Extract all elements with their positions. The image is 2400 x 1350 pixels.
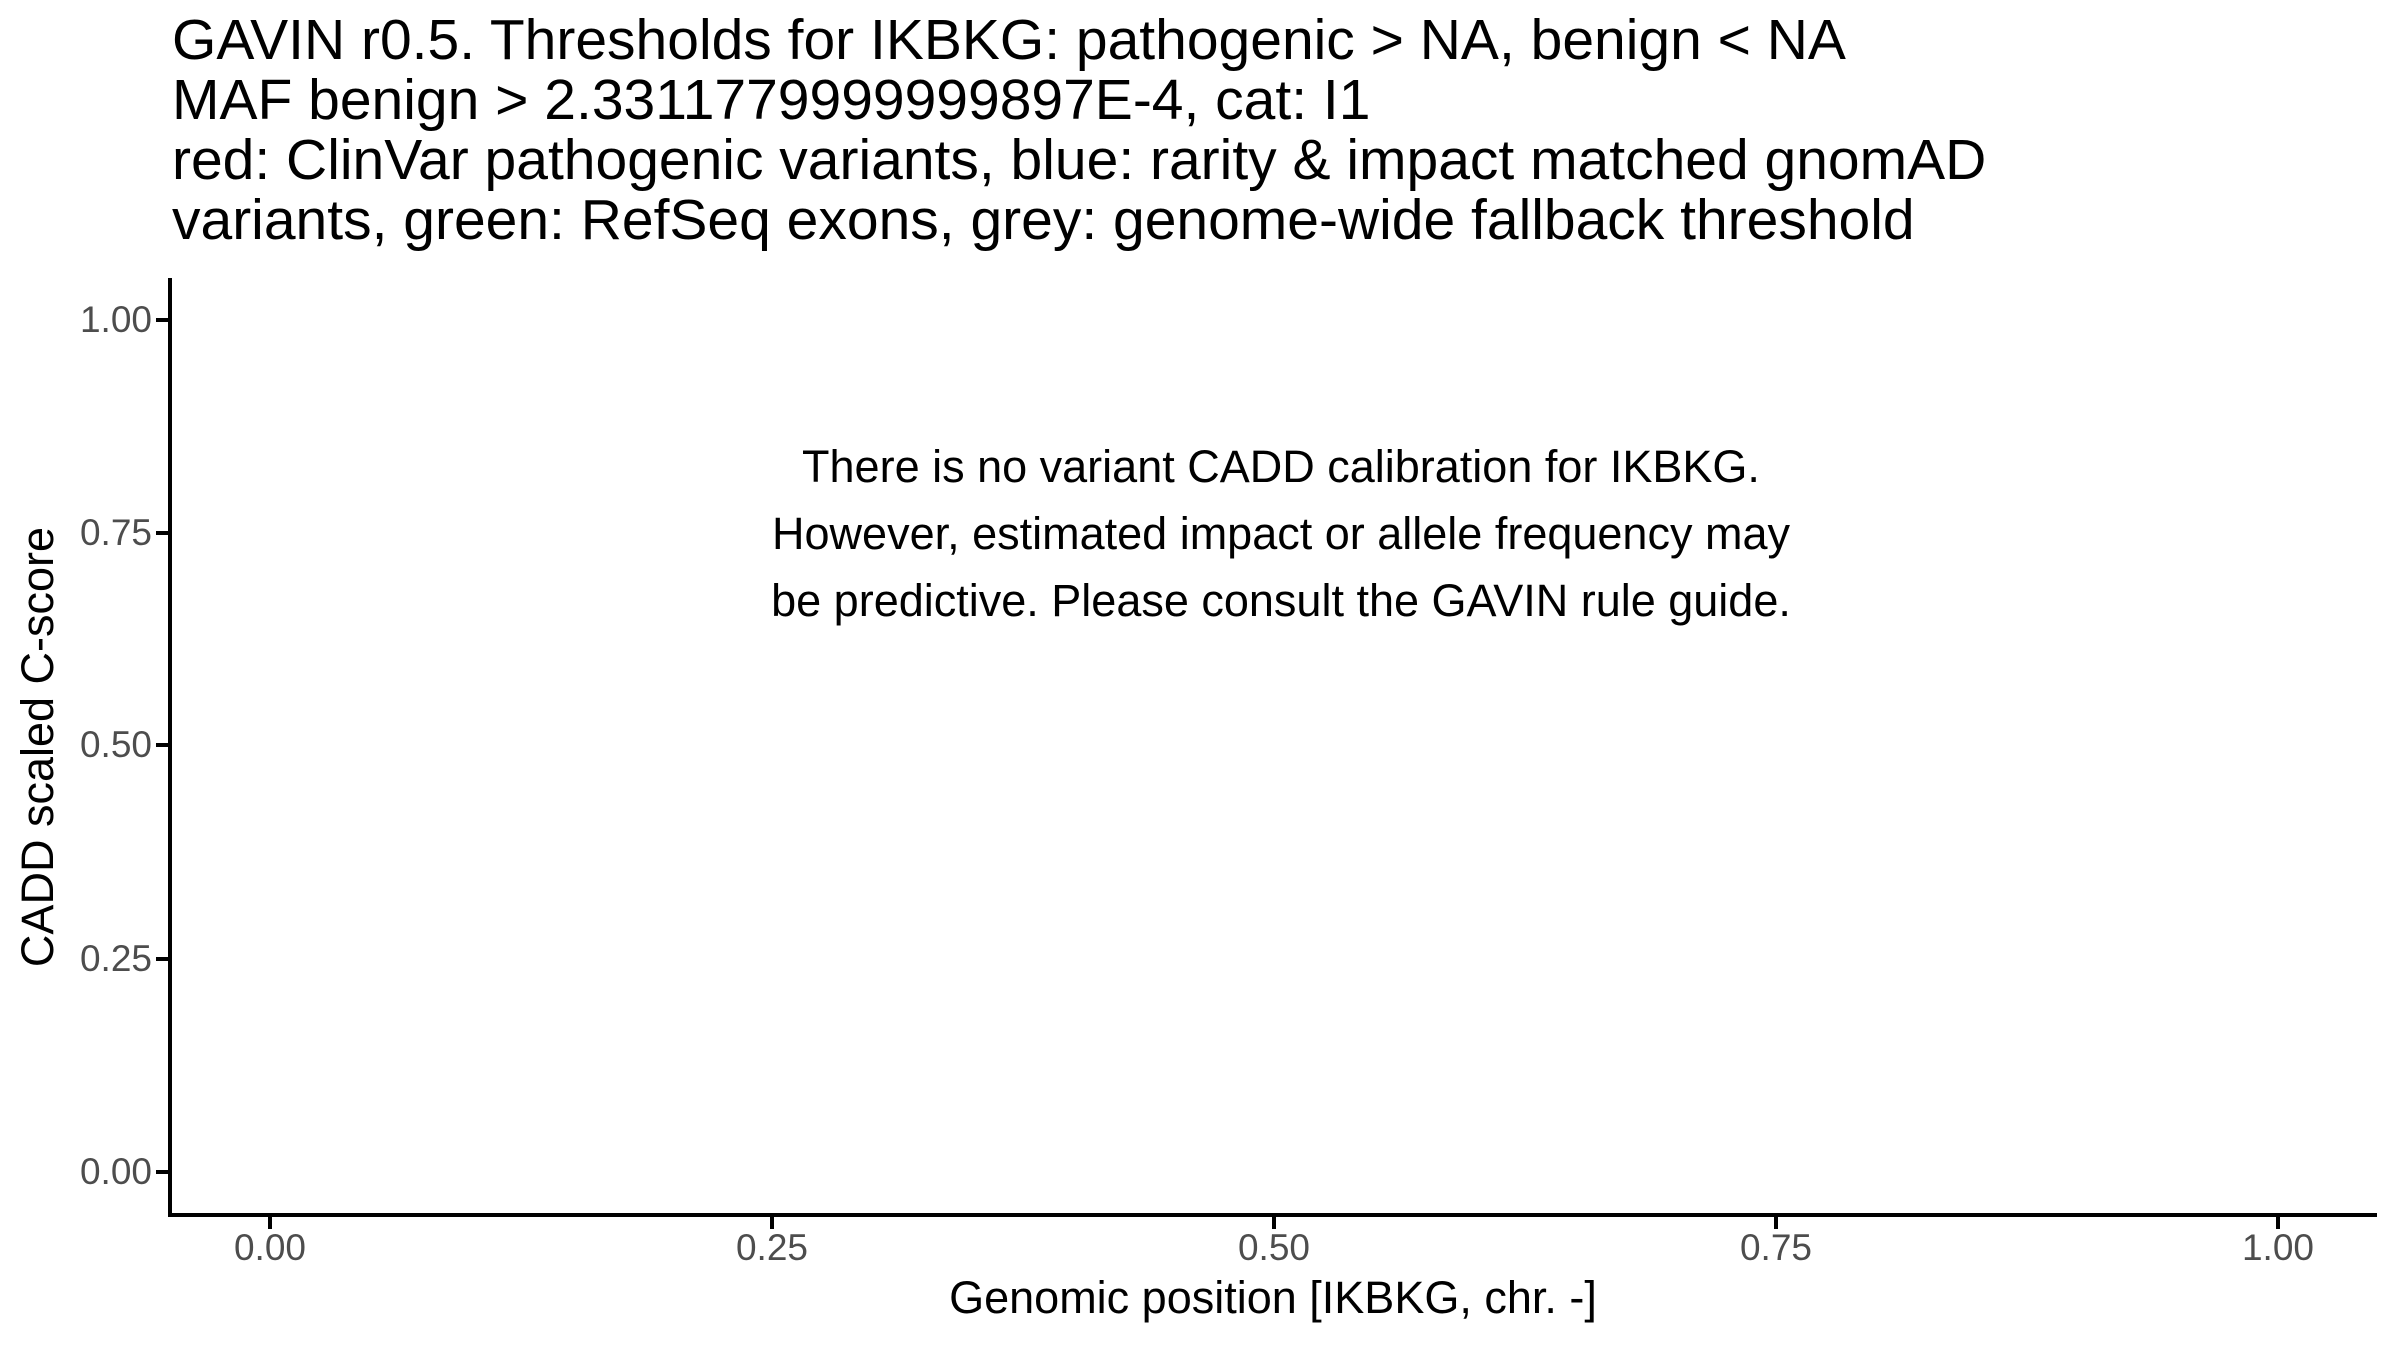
plot-panel: [168, 278, 2381, 1217]
annotation-line-2: However, estimated impact or allele frequency may: [772, 508, 1790, 559]
plot-title-line-4: variants, green: RefSeq exons, grey: genome-wide fallback threshold: [172, 188, 1915, 252]
y-axis-tick: [156, 1170, 168, 1174]
y-axis-tick: [156, 318, 168, 322]
x-axis-title: Genomic position [IKBKG, chr. -]: [949, 1272, 1597, 1323]
annotation-line-1: There is no variant CADD calibration for IKBKG.: [802, 441, 1760, 492]
y-axis-tick-label: 0.50: [79, 724, 152, 765]
x-axis-tick-label: 1.00: [2241, 1227, 2314, 1268]
y-axis-tick-label: 1.00: [79, 299, 152, 340]
annotation-line-3: be predictive. Please consult the GAVIN rule guide.: [771, 575, 1791, 626]
plot-title-line-2: MAF benign > 2.3311779999999897E-4, cat: I1: [172, 68, 1371, 132]
y-axis-tick-label: 0.00: [79, 1151, 152, 1192]
y-axis-tick: [156, 957, 168, 961]
x-axis-tick-label: 0.75: [1739, 1227, 1812, 1268]
x-axis-tick-label: 0.00: [233, 1227, 306, 1268]
no-calibration-annotation: [631, 433, 1931, 634]
plot-title: [172, 10, 1986, 250]
x-axis-tick-label: 0.25: [735, 1227, 808, 1268]
y-axis-tick: [156, 743, 168, 747]
y-axis-line: [168, 278, 172, 1217]
y-axis-tick: [156, 531, 168, 535]
y-axis-tick-label: 0.25: [79, 938, 152, 979]
x-axis-tick-label: 0.50: [1237, 1227, 1310, 1268]
y-axis-tick-label: 0.75: [79, 512, 152, 553]
y-axis-title: CADD scaled C-score: [12, 526, 63, 968]
plot-title-line-3: red: ClinVar pathogenic variants, blue: rarity & impact matched gnomAD: [172, 128, 1987, 192]
plot-title-line-1: GAVIN r0.5. Thresholds for IKBKG: pathogenic > NA, benign < NA: [172, 8, 1846, 72]
